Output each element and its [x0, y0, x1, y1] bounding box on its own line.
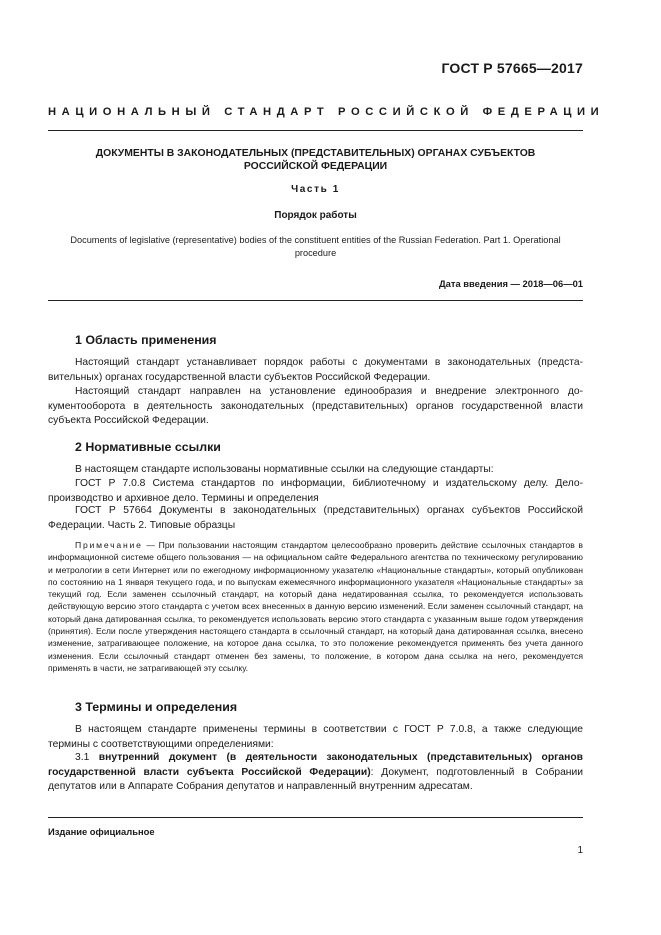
section-2-reference-gost-57664: ГОСТ Р 57664 Документы в законодательных (представительных) органах субъектов Российской Федерации. Часть 2. Типовые образцы — [48, 505, 583, 531]
term-definition: : Документ, подготовленный в Собрании депутатов или в Аппарате Собрания депутатов и направленный внутренним адресатам. — [48, 766, 583, 793]
term-3-1 — [48, 751, 583, 795]
section-1-paragraph-1: Настоящий стандарт устанавливает порядок работы с документами в законодательных (представительных) органах государственной власти субъектов Российской Федерации. — [48, 357, 583, 383]
national-standard-heading: НАЦИОНАЛЬНЫЙ СТАНДАРТ РОССИЙСКОЙ ФЕДЕРАЦИИ — [48, 106, 605, 118]
page-number: 1 — [577, 845, 583, 856]
section-2-reference-gost-7-0-8: ГОСТ Р 7.0.8 Система стандартов по информации, библиотечному и издательскому делу. Делопроизводство и архивное дело. Термины и определения — [48, 478, 583, 504]
term-name: внутренний документ (в деятельности законодательных (представительных) органов государственной власти субъекта Российской Федерации) — [48, 752, 583, 778]
part-label: Часть 1 — [291, 184, 340, 195]
header-divider — [48, 130, 583, 131]
english-title — [48, 234, 583, 260]
section-2-heading: 2 Нормативные ссылки — [75, 440, 221, 454]
document-title-line1: ДОКУМЕНТЫ В ЗАКОНОДАТЕЛЬНЫХ (ПРЕДСТАВИТЕЛЬНЫХ) ОРГАНАХ СУБЪЕКТОВ — [95, 148, 536, 159]
section-2-paragraph-1: В настоящем стандарте использованы нормативные ссылки на следующие стандарты: — [75, 464, 494, 475]
document-title-line2: РОССИЙСКОЙ ФЕДЕРАЦИИ — [243, 161, 388, 172]
official-edition-label: Издание официальное — [48, 826, 155, 837]
section-2-note — [48, 539, 583, 674]
standard-code: ГОСТ Р 57665—2017 — [441, 60, 583, 76]
english-title-line2: procedure — [294, 248, 337, 258]
section-3-heading: 3 Термины и определения — [75, 700, 238, 714]
footer-divider — [48, 817, 583, 818]
note-label: Примечание — [75, 540, 143, 550]
section-3-paragraph-1: В настоящем стандарте применены термины в соответствии с ГОСТ Р 7.0.8, а также следующие термины с соответствующими определениями: — [48, 724, 583, 750]
title-divider — [48, 300, 583, 301]
section-1-paragraph-2: Настоящий стандарт направлен на установление единообразия и внедрение электронного документооборота в деятельность законодательных (представительных) органов государственной власти субъекта Российской Федерации. — [48, 386, 583, 427]
section-1-heading: 1 Область применения — [75, 333, 217, 347]
note-text: — При пользовании настоящим стандартом целесообразно проверить действие ссылочных стандартов в информационной системе общего пользования — на официальном сайте Федерального агентства по техническому регулированию и метрологии в сети Интернет или по ежегодному информационному указателю «Национальные стандарты», который опубликован по состоянию на 1 января текущего года, и по выпускам ежемесячного информационного указателя «Национальные стандарты» за текущий год. Если заменен ссылочный стандарт, на который дана недатированная ссылка, то рекомендуется использовать действующую версию этого стандарта с учетом всех внесенных в данную версию изменений. Если заменен ссылочный стандарт, на который дана датированная ссылка, то рекомендуется использовать версию этого стандарта с указанным выше годом утверждения (принятия). Если после утверждения настоящего стандарта в ссылочный стандарт, на который дана датированная ссылка, внесено изменение, затрагивающее положение, на которое дана ссылка, то это положение рекомендуется применять без учета данного изменения. Если ссылочный стандарт отменен без замены, то положение, в котором дана ссылка на него, рекомендуется применять в части, не затрагивающей эту ссылку. — [48, 540, 583, 673]
term-number: 3.1 — [75, 752, 90, 763]
document-title — [48, 147, 583, 173]
english-title-line1: Documents of legislative (representative) bodies of the constituent entities of the Russian Federation. Part 1. Operational — [70, 235, 561, 245]
document-subtitle: Порядок работы — [274, 210, 357, 221]
introduction-date: Дата введения — 2018—06—01 — [438, 278, 583, 289]
